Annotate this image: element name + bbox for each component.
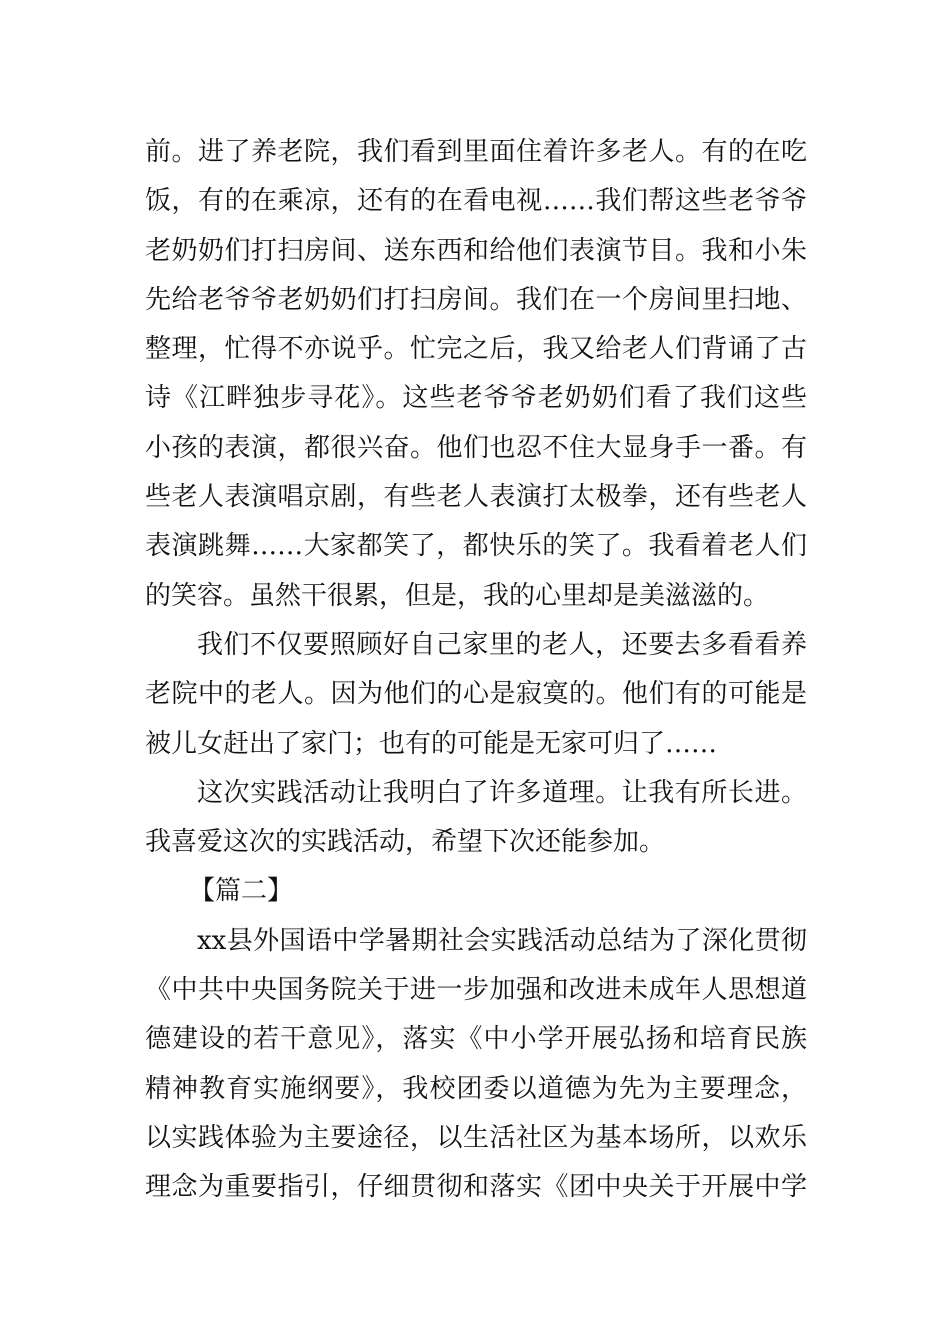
- section-heading: 【篇二】: [189, 876, 294, 907]
- text-line: 《中共中央国务院关于进一步加强和改进未成年人思想道: [145, 975, 807, 1006]
- text-line: 老院中的老人。因为他们的心是寂寞的。他们有的可能是: [145, 679, 807, 710]
- paragraph-first-line: 我们不仅要照顾好自己家里的老人，还要去多看看养: [197, 629, 807, 660]
- text-line: 的笑容。虽然干很累，但是，我的心里却是美滋滋的。: [145, 580, 770, 611]
- text-line: 德建设的若干意见》，落实《中小学开展弘扬和培育民族: [145, 1024, 807, 1055]
- text-line: 以实践体验为主要途径，以生活社区为基本场所，以欢乐: [145, 1122, 807, 1153]
- text-line: 饭，有的在乘凉，还有的在看电视……我们帮这些老爷爷: [145, 186, 807, 217]
- text-line: 精神教育实施纲要》，我校团委以道德为先为主要理念，: [145, 1073, 807, 1104]
- text-line: 表演跳舞……大家都笑了，都快乐的笑了。我看着老人们: [145, 531, 807, 562]
- text-line: 被儿女赶出了家门；也有的可能是无家可归了……: [145, 728, 718, 759]
- text-line: 先给老爷爷老奶奶们打扫房间。我们在一个房间里扫地、: [145, 284, 807, 315]
- document-body: [145, 128, 807, 1213]
- text-line: 小孩的表演，都很兴奋。他们也忍不住大显身手一番。有: [145, 432, 807, 463]
- text-line: 前。进了养老院，我们看到里面住着许多老人。有的在吃: [145, 137, 807, 167]
- text-line: 诗《江畔独步寻花》。这些老爷爷老奶奶们看了我们这些: [145, 383, 807, 414]
- text-line: 老奶奶们打扫房间、送东西和给他们表演节目。我和小朱: [145, 235, 807, 266]
- text-line: 理念为重要指引，仔细贯彻和落实《团中央关于开展中学: [145, 1172, 807, 1203]
- text-line: 整理，忙得不亦说乎。忙完之后，我又给老人们背诵了古: [145, 334, 807, 365]
- text-line: 些老人表演唱京剧，有些老人表演打太极拳，还有些老人: [145, 482, 807, 513]
- paragraph-first-line: 这次实践活动让我明白了许多道理。让我有所长进。: [197, 777, 807, 808]
- paragraph-first-line: xx县外国语中学暑期社会实践活动总结为了深化贯彻: [197, 925, 807, 956]
- text-line: 我喜爱这次的实践活动，希望下次还能参加。: [145, 827, 666, 858]
